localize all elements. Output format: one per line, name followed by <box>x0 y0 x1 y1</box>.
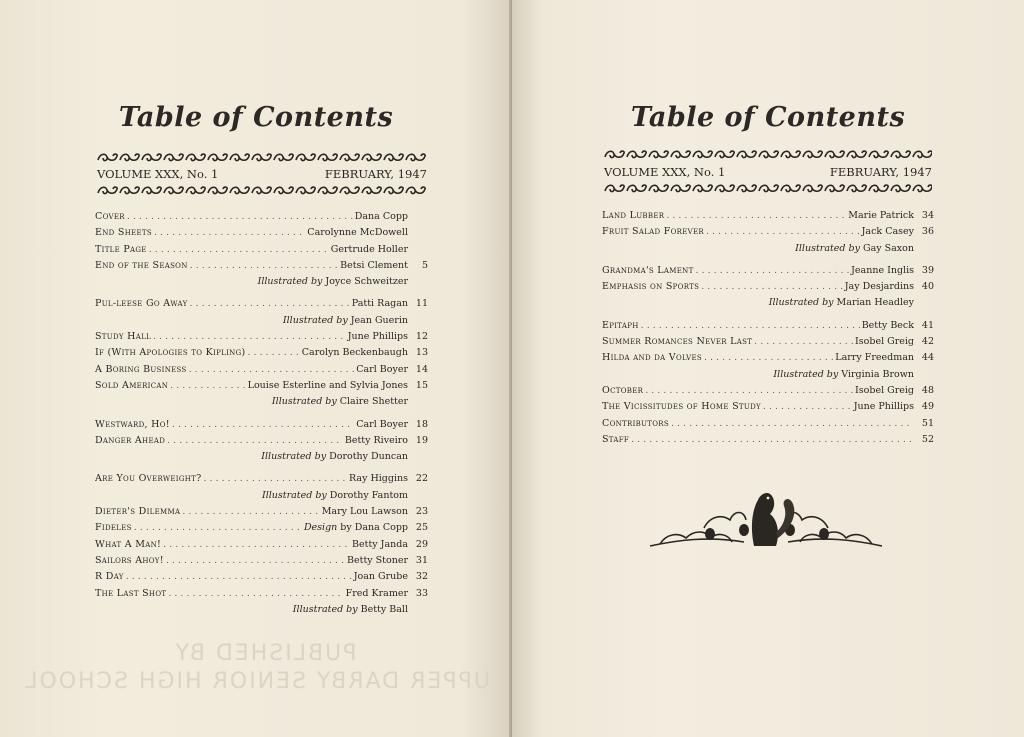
entry-author: Jay Desjardins <box>844 281 914 293</box>
toc-entry <box>602 399 934 415</box>
dot-leader <box>166 553 345 569</box>
entry-author: Carolyn Beckenbaugh <box>301 347 408 359</box>
entry-author: Fred Kramer <box>345 587 408 599</box>
entry-author: Betty Riveiro <box>344 434 408 446</box>
dot-leader <box>204 471 348 487</box>
entry-title: Fideles <box>95 522 132 534</box>
page-number: 36 <box>921 226 934 238</box>
page-number: 23 <box>415 506 428 518</box>
issue-date: FEBRUARY, 1947 <box>829 165 932 179</box>
entry-author: Carl Boyer <box>356 363 408 375</box>
dot-leader <box>671 416 912 432</box>
page-number: 31 <box>415 554 428 566</box>
toc-entry <box>95 586 428 602</box>
acorn-squirrel-vignette-icon <box>648 488 884 556</box>
toc-entry <box>95 417 428 433</box>
page-number: 51 <box>921 417 934 429</box>
entry-title: A Boring Business <box>95 363 187 375</box>
credit-label: Illustrated by <box>271 396 337 408</box>
dot-leader <box>134 520 302 536</box>
illustration-credit <box>95 488 428 504</box>
dot-leader <box>645 383 853 399</box>
credit-name: Dorothy Fantom <box>329 489 408 501</box>
page-number: 49 <box>921 401 934 413</box>
toc-entry <box>95 225 428 241</box>
dot-leader <box>182 504 319 520</box>
toc-entry <box>602 318 934 334</box>
entry-title: The Last Shot <box>95 587 167 599</box>
entry-author: Isobel Greig <box>855 336 914 348</box>
credit-name: Virginia Brown <box>841 368 914 380</box>
volume-label: VOLUME XXX, No. 1 <box>97 167 219 181</box>
dot-leader <box>754 334 853 350</box>
credit-label: Illustrated by <box>768 297 834 309</box>
page-number: 22 <box>415 473 428 485</box>
scroll-ornament-icon <box>604 149 932 161</box>
entry-title: Hilda and da Volves <box>602 352 702 364</box>
toc-entry <box>95 378 428 394</box>
page-number: 29 <box>415 538 428 550</box>
toc-entry <box>602 432 934 448</box>
show-through-watermark <box>23 640 490 696</box>
entry-author: Larry Freedman <box>835 352 914 364</box>
page-number: 13 <box>415 347 428 359</box>
page-number: 11 <box>415 298 428 310</box>
volume-label: VOLUME XXX, No. 1 <box>604 165 726 179</box>
entry-title: Pul-leese Go Away <box>95 298 188 310</box>
credit-label: Illustrated by <box>257 276 323 288</box>
illustration-credit <box>602 295 934 311</box>
dot-leader <box>631 432 912 448</box>
credit-name: Claire Shetter <box>339 396 408 408</box>
page-number: 39 <box>921 264 934 276</box>
toc-entry <box>95 209 428 225</box>
credit-name: Jean Guerin <box>350 314 408 326</box>
page-number: 15 <box>415 379 428 391</box>
entry-title: Dieter's Dilemma <box>95 506 181 518</box>
entry-author: Betsi Clement <box>340 259 408 271</box>
entry-author: Betty Stoner <box>347 554 408 566</box>
entry-title: If (With Apologies to Kipling) <box>95 347 246 359</box>
design-label: Design <box>303 522 338 534</box>
entry-author: Jeanne Inglis <box>851 264 914 276</box>
left-page-title: Table of Contents <box>118 102 394 133</box>
credit-name: Dorothy Duncan <box>329 451 408 463</box>
dot-leader <box>167 433 343 449</box>
credit-label: Illustrated by <box>282 314 348 326</box>
dot-leader <box>706 224 860 240</box>
scroll-ornament-icon <box>97 185 427 197</box>
entry-title: R Day <box>95 571 124 583</box>
toc-entry <box>602 350 934 366</box>
entry-author: Patti Ragan <box>351 298 408 310</box>
page-number: 19 <box>415 434 428 446</box>
page-number: 33 <box>415 587 428 599</box>
dot-leader <box>153 329 346 345</box>
credit-name: Gay Saxon <box>862 242 914 254</box>
dot-leader <box>163 537 350 553</box>
credit-name: Joyce Schweitzer <box>325 276 408 288</box>
right-page-title: Table of Contents <box>630 102 906 133</box>
entry-title: Sold American <box>95 379 169 391</box>
dot-leader <box>127 209 353 225</box>
entry-author: Carl Boyer <box>356 418 408 430</box>
entry-title: Fruit Salad Forever <box>602 226 704 238</box>
entry-title: Title Page <box>95 243 147 255</box>
page-number: 18 <box>415 418 428 430</box>
entry-title: The Vicissitudes of Home Study <box>602 401 761 413</box>
credit-label: Illustrated by <box>292 603 358 615</box>
entry-title: Sailors Ahoy! <box>95 554 164 566</box>
page-number: 41 <box>921 319 934 331</box>
watermark-line: PUBLISHED BY <box>173 641 357 666</box>
entry-title: Summer Romances Never Last <box>602 336 753 348</box>
entry-author: June Phillips <box>853 401 914 413</box>
dot-leader <box>149 242 329 258</box>
toc-entry <box>95 345 428 361</box>
entry-title: Grandma's Lament <box>602 264 694 276</box>
page-number: 25 <box>415 522 428 534</box>
entry-author: Dana Copp <box>354 211 408 222</box>
entry-author: Mary Lou Lawson <box>321 506 408 518</box>
entry-author: Marie Patrick <box>848 210 914 221</box>
entry-author: June Phillips <box>347 331 408 343</box>
dot-leader <box>190 258 338 274</box>
issue-header <box>604 165 932 179</box>
credit-name: Betty Ball <box>360 603 408 615</box>
dot-leader <box>763 399 852 415</box>
toc-entry <box>95 362 428 378</box>
issue-date: FEBRUARY, 1947 <box>324 167 427 181</box>
toc-entry <box>602 416 934 432</box>
toc-entry <box>95 520 428 536</box>
toc-entry <box>602 224 934 240</box>
entry-title: Study Hall <box>95 331 151 343</box>
entry-author: Betty Janda <box>352 538 408 550</box>
entry-title: Land Lubber <box>602 210 665 221</box>
toc-entry <box>602 334 934 350</box>
dot-leader <box>170 378 246 394</box>
dot-leader <box>154 225 305 241</box>
entry-author: by Dana Copp <box>340 522 408 534</box>
entry-author: Jack Casey <box>861 226 914 238</box>
entry-title: Westward, Ho! <box>95 418 170 430</box>
entry-author: Gertrude Holler <box>330 243 408 255</box>
dot-leader <box>168 586 343 602</box>
credit-label: Illustrated by <box>261 451 327 463</box>
entry-title: Staff <box>602 433 630 445</box>
toc-entry <box>602 279 934 295</box>
scroll-ornament-icon <box>97 152 427 164</box>
entry-author: Louise Esterline and Sylvia Jones <box>247 379 408 391</box>
dot-leader <box>126 569 352 585</box>
dot-leader <box>696 263 850 279</box>
dot-leader <box>189 362 355 378</box>
entry-author: Carolynne McDowell <box>307 227 408 239</box>
toc-entry <box>95 504 428 520</box>
entry-title: Contributors <box>602 417 669 429</box>
illustration-credit <box>95 449 428 465</box>
dot-leader <box>247 345 299 361</box>
illustration-credit <box>602 367 934 383</box>
entry-author: Ray Higgins <box>349 473 408 485</box>
dot-leader <box>666 208 846 224</box>
page-number: 5 <box>421 259 428 271</box>
contents-list <box>602 208 934 448</box>
entry-author: Betty Beck <box>861 319 914 331</box>
toc-entry <box>95 471 428 487</box>
toc-entry <box>95 537 428 553</box>
credit-name: Marian Headley <box>836 297 914 309</box>
right-page <box>512 0 1024 737</box>
credit-label: Illustrated by <box>795 242 860 254</box>
toc-entry <box>95 433 428 449</box>
page-number: 42 <box>921 336 934 348</box>
toc-entry <box>95 553 428 569</box>
illustration-credit <box>95 274 428 290</box>
dot-leader <box>172 417 354 433</box>
entry-title: Emphasis on Sports <box>602 281 700 293</box>
toc-entry <box>602 383 934 399</box>
page-number: 44 <box>921 352 934 364</box>
entry-title: What A Man! <box>95 538 162 550</box>
scroll-ornament-icon <box>604 183 932 195</box>
entry-author: Joan Grube <box>353 571 408 583</box>
page-number: 12 <box>415 331 428 343</box>
toc-entry <box>95 329 428 345</box>
illustration-credit <box>95 602 428 618</box>
contents-list <box>95 209 428 618</box>
dot-leader <box>641 318 860 334</box>
illustration-credit <box>95 394 428 410</box>
toc-entry <box>95 296 428 312</box>
entry-title: Cover <box>95 211 125 222</box>
entry-title: October <box>602 384 644 396</box>
watermark-line: UPPER DARBY SENIOR HIGH SCHOOL <box>23 669 490 694</box>
entry-author: Isobel Greig <box>855 384 914 396</box>
issue-header <box>97 167 427 181</box>
entry-title: Are You Overweight? <box>95 473 202 485</box>
entry-title: Epitaph <box>602 319 639 331</box>
entry-title: Danger Ahead <box>95 434 166 446</box>
page-number: 34 <box>921 210 934 221</box>
toc-entry <box>602 208 934 224</box>
toc-entry <box>602 263 934 279</box>
entry-title: End Sheets <box>95 227 152 239</box>
dot-leader <box>704 350 833 366</box>
dot-leader <box>701 279 843 295</box>
credit-label: Illustrated by <box>261 489 327 501</box>
toc-entry <box>95 242 428 258</box>
toc-entry <box>95 569 428 585</box>
page-number: 32 <box>415 571 428 583</box>
page-number: 52 <box>921 433 934 445</box>
illustration-credit <box>602 241 934 257</box>
credit-label: Illustrated by <box>773 368 839 380</box>
illustration-credit <box>95 313 428 329</box>
page-number: 14 <box>415 363 428 375</box>
entry-title: End of the Season <box>95 259 188 271</box>
toc-entry <box>95 258 428 274</box>
page-number: 48 <box>921 384 934 396</box>
dot-leader <box>190 296 350 312</box>
page-number: 40 <box>921 281 934 293</box>
